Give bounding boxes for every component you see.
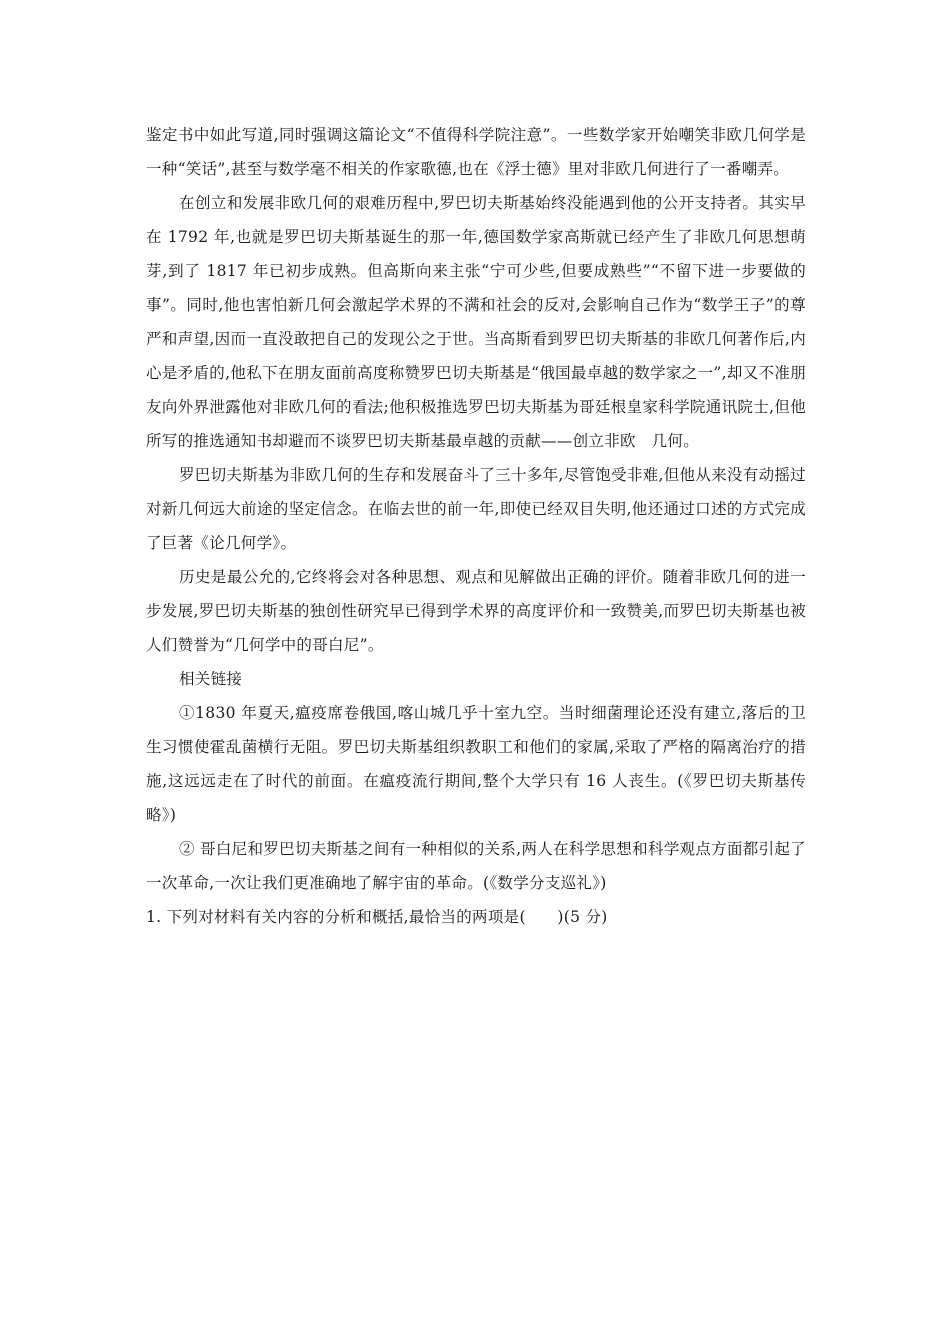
related-links-heading: 相关链接 <box>179 670 243 688</box>
question-1: 1. 下列对材料有关内容的分析和概括,最恰当的两项是( )(5 分) <box>146 908 608 926</box>
document-page <box>146 118 806 934</box>
paragraph-gauss: 在创立和发展非欧几何的艰难历程中,罗巴切夫斯基始终没能遇到他的公开支持者。其实早在 1792 年,也就是罗巴切夫斯基诞生的那一年,德国数学家高斯就已经产生了非欧几何思想萌芽,到了 1817 年已初步成熟。但高斯向来主张“宁可少些,但要成熟些”“不留下进一步要做的事”。同时,他也害怕新几何会激起学术界的不满和社会的反对,会影响自己作为“数学王子”的尊严和声望,因而一直没敢把自己的发现公之于世。当高斯看到罗巴切夫斯基的非欧几何著作后,内心是矛盾的,他私下在朋友面前高度称赞罗巴切夫斯基是“俄国最卓越的数学家之一”,却又不准朋友向外界泄露他对非欧几何的看法;他积极推选罗巴切夫斯基为哥廷根皇家科学院通讯院士,但他所写的推选通知书却避而不谈罗巴切夫斯基最卓越的贡献——创立非欧 几何。 <box>146 194 806 450</box>
paragraph-perseverance: 罗巴切夫斯基为非欧几何的生存和发展奋斗了三十多年,尽管饱受非难,但他从来没有动摇过对新几何远大前途的坚定信念。在临去世的前一年,即使已经双目失明,他还通过口述的方式完成了巨著《论几何学》。 <box>146 466 806 552</box>
related-link-1: ①1830 年夏天,瘟疫席卷俄国,喀山城几乎十室九空。当时细菌理论还没有建立,落后的卫生习惯使霍乱菌横行无阻。罗巴切夫斯基组织教职工和他们的家属,采取了严格的隔离治疗的措施,这远远走在了时代的前面。在瘟疫流行期间,整个大学只有 16 人丧生。(《罗巴切夫斯基传略》) <box>146 704 806 824</box>
related-link-2: ② 哥白尼和罗巴切夫斯基之间有一种相似的关系,两人在科学思想和科学观点方面都引起了一次革命,一次让我们更准确地了解宇宙的革命。(《数学分支巡礼》) <box>146 840 806 892</box>
paragraph-continuation: 鉴定书中如此写道,同时强调这篇论文“不值得科学院注意”。一些数学家开始嘲笑非欧几何学是一种“笑话”,甚至与数学毫不相关的作家歌德,也在《浮士德》里对非欧几何进行了一番嘲弄。 <box>146 126 806 178</box>
paragraph-history: 历史是最公允的,它终将会对各种思想、观点和见解做出正确的评价。随着非欧几何的进一步发展,罗巴切夫斯基的独创性研究早已得到学术界的高度评价和一致赞美,而罗巴切夫斯基也被人们赞誉为“几何学中的哥白尼”。 <box>146 568 806 654</box>
